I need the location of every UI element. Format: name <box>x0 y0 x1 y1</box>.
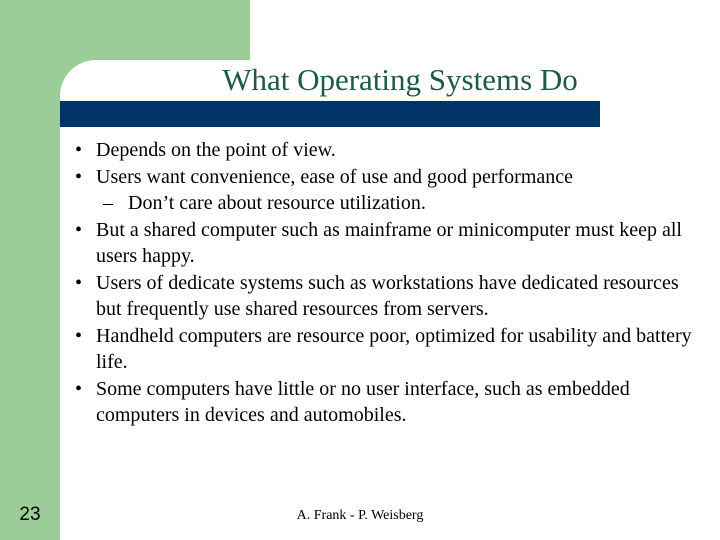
bullet-item <box>75 376 705 429</box>
sub-bullet-text: Don’t care about resource utilization. <box>128 192 426 214</box>
sub-bullet-item <box>75 190 705 217</box>
footer-credit: A. Frank - P. Weisberg <box>296 508 424 523</box>
bullet-list <box>75 137 705 429</box>
page-number: 23 <box>19 504 41 525</box>
bullet-text: Users of dedicate systems such as workstations have dedicated resources but frequently use shared resources from servers. <box>96 271 679 320</box>
bullet-item <box>75 137 705 164</box>
bullet-text: Handheld computers are resource poor, optimized for usability and battery life. <box>96 324 692 373</box>
bullet-item <box>75 323 705 376</box>
bullet-item <box>75 270 705 323</box>
bullet-marker: • <box>75 377 83 400</box>
slide-title: What Operating Systems Do <box>222 62 578 97</box>
sub-bullet-marker: – <box>103 192 113 214</box>
bullet-marker: • <box>75 271 83 294</box>
bullet-marker: • <box>75 165 83 188</box>
bullet-text: But a shared computer such as mainframe or minicomputer must keep all users happy. <box>96 218 682 267</box>
green-accent-left <box>0 0 60 540</box>
bullet-item <box>75 217 705 270</box>
bullet-marker: • <box>75 139 83 161</box>
bullet-text: Users want convenience, ease of use and good performance <box>96 165 574 188</box>
title-underline-bar <box>60 101 600 127</box>
bullet-marker: • <box>75 218 83 241</box>
bullet-text: Depends on the point of view. <box>96 139 336 161</box>
bullet-item <box>75 164 705 217</box>
bullet-marker: • <box>75 324 83 347</box>
bullet-text: Some computers have little or no user interface, such as embedded computers in devices and automobiles. <box>96 377 630 426</box>
